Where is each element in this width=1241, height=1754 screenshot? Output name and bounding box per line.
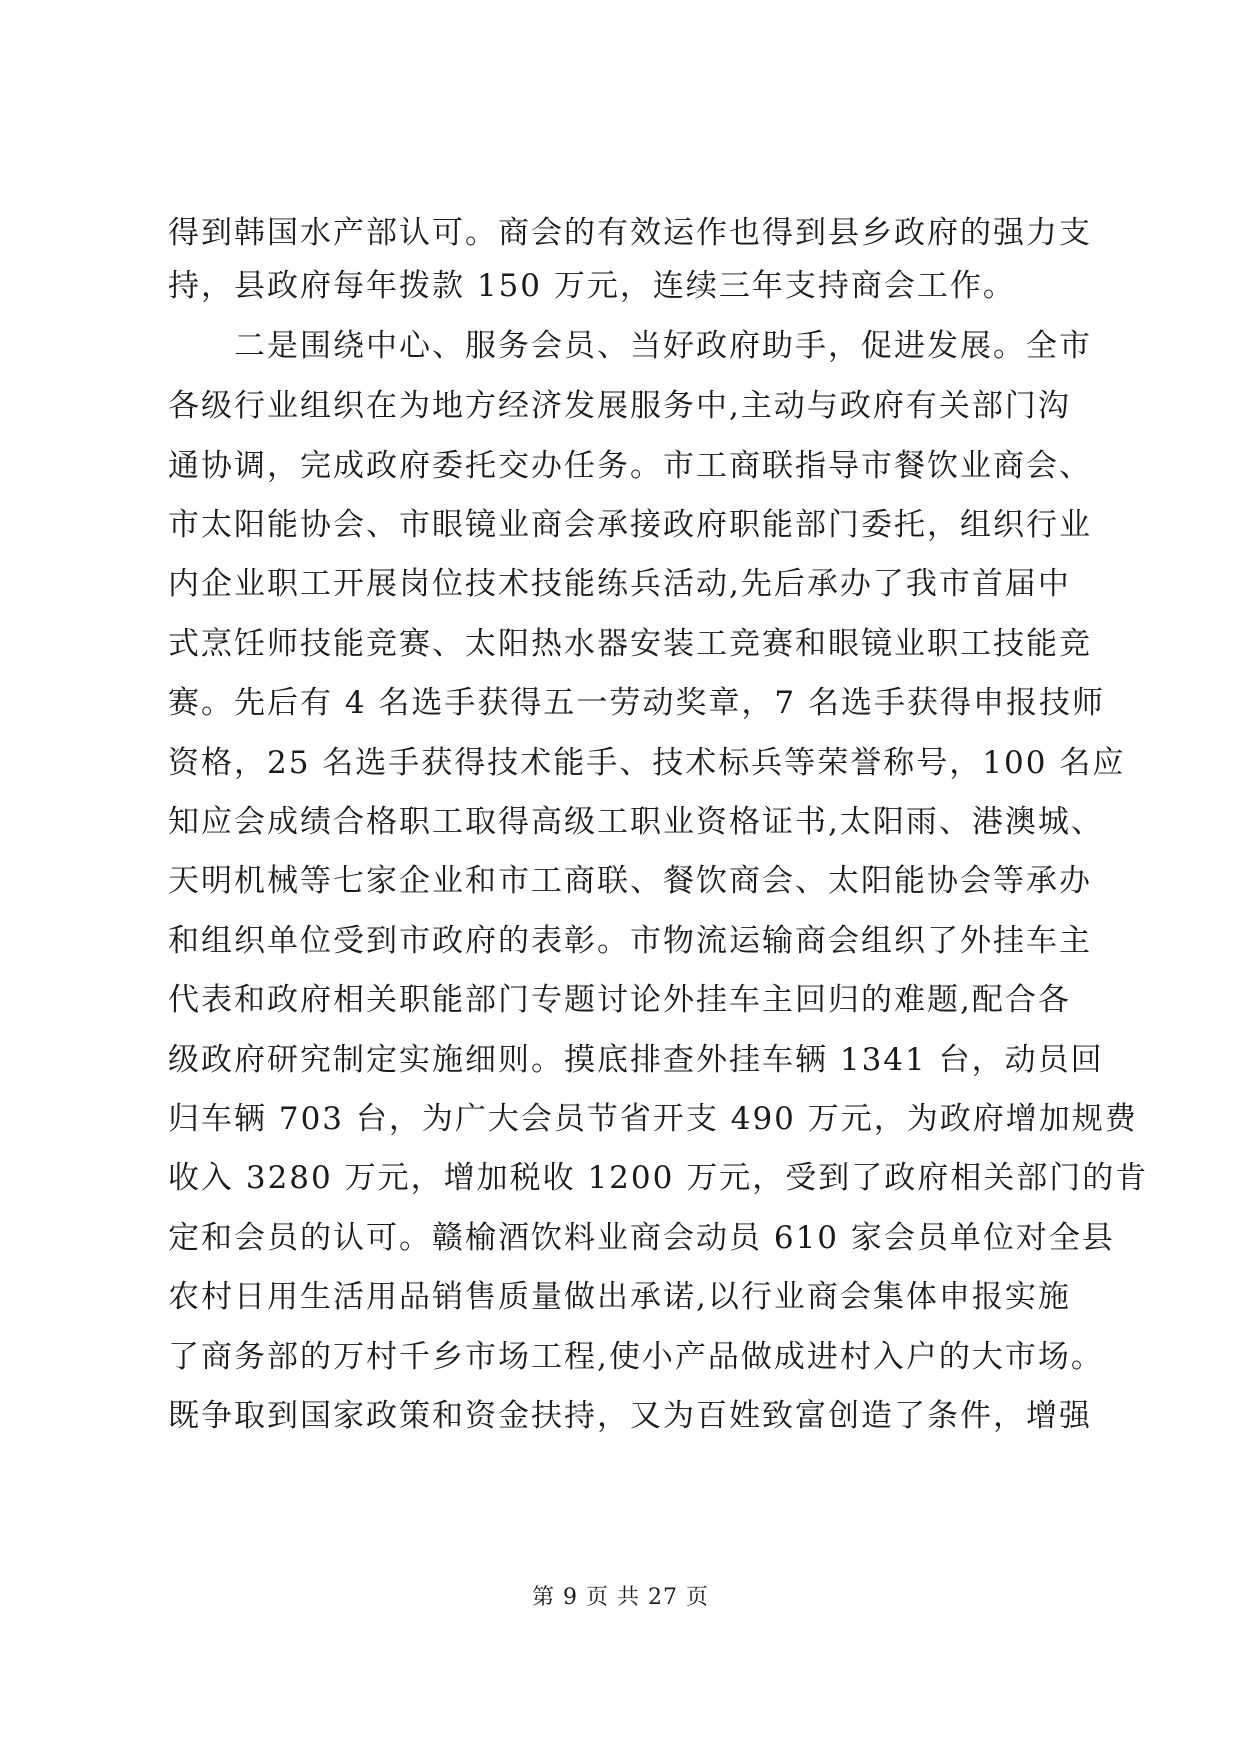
body-text-line: 内企业职工开展岗位技术技能练兵活动,先后承办了我市首届中 xyxy=(168,566,1071,602)
body-text-line: 了商务部的万村千乡市场工程,使小产品做成进村入户的大市场。 xyxy=(168,1339,1104,1375)
body-text-line: 资格，25 名选手获得技术能手、技术标兵等荣誉称号，100 名应 xyxy=(168,745,1126,781)
body-text-line: 农村日用生活用品销售质量做出承诺,以行业商会集体申报实施 xyxy=(168,1279,1071,1315)
body-text-line: 知应会成绩合格职工取得高级工职业资格证书,太阳雨、港澳城、 xyxy=(168,804,1104,840)
body-text-line: 市太阳能协会、市眼镜业商会承接政府职能部门委托，组织行业 xyxy=(168,507,1092,543)
body-text-line: 既争取到国家政策和资金扶持，又为百姓致富创造了条件，增强 xyxy=(168,1398,1092,1434)
body-text-line: 各级行业组织在为地方经济发展服务中,主动与政府有关部门沟 xyxy=(168,388,1071,424)
body-text-line: 赛。先后有 4 名选手获得五一劳动奖章，7 名选手获得申报技师 xyxy=(168,685,1106,721)
body-text-line: 和组织单位受到市政府的表彰。市物流运输商会组织了外挂车主 xyxy=(168,923,1092,959)
body-text-line: 级政府研究制定实施细则。摸底排查外挂车辆 1341 台，动员回 xyxy=(168,1042,1104,1078)
page-number-footer: 第 9 页 共 27 页 xyxy=(532,1585,709,1610)
body-text-line: 式烹饪师技能竞赛、太阳热水器安装工竞赛和眼镜业职工技能竞 xyxy=(168,626,1092,662)
body-text-line: 天明机械等七家企业和市工商联、餐饮商会、太阳能协会等承办 xyxy=(168,863,1092,899)
body-text-line: 通协调，完成政府委托交办任务。市工商联指导市餐饮业商会、 xyxy=(168,448,1092,484)
body-text-line: 持，县政府每年拨款 150 万元，连续三年支持商会工作。 xyxy=(168,268,1016,304)
body-text-line: 代表和政府相关职能部门专题讨论外挂车主回归的难题,配合各 xyxy=(168,982,1071,1018)
body-text-line: 得到韩国水产部认可。商会的有效运作也得到县乡政府的强力支 xyxy=(168,215,1092,251)
body-text-line: 收入 3280 万元，增加税收 1200 万元，受到了政府相关部门的肯 xyxy=(168,1160,1149,1196)
body-text-line: 归车辆 703 台，为广大会员节省开支 490 万元，为政府增加规费 xyxy=(168,1101,1138,1137)
body-text-line: 定和会员的认可。赣榆酒饮料业商会动员 610 家会员单位对全县 xyxy=(168,1220,1115,1256)
body-text-line: 二是围绕中心、服务会员、当好政府助手，促进发展。全市 xyxy=(168,328,1092,364)
